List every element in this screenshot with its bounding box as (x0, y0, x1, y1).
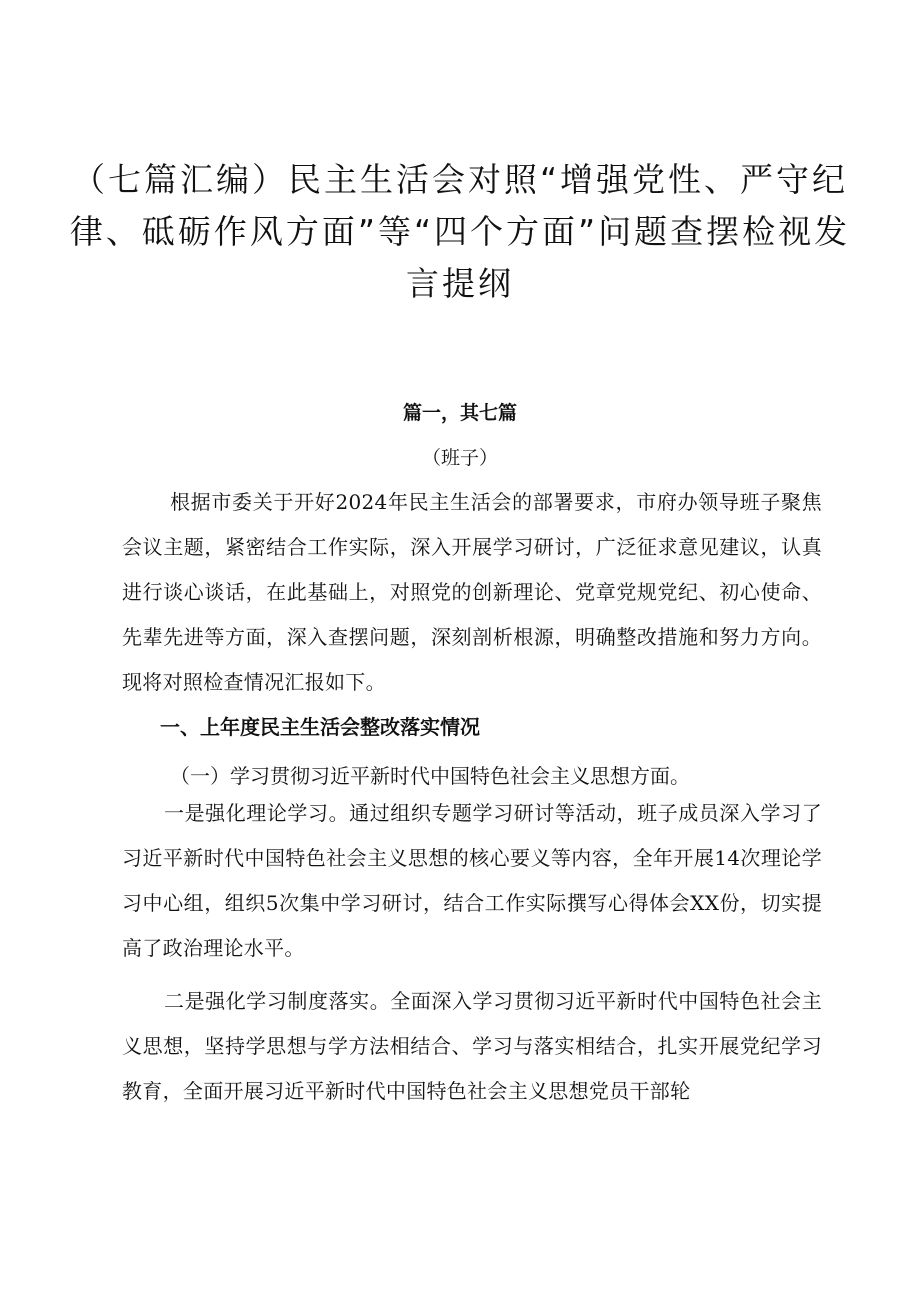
article-label: 篇一，其七篇 (402, 402, 517, 424)
paragraph-point-two: 二是强化学习制度落实。全面深入学习贯彻习近平新时代中国特色社会主义思想，坚持学思想与学方法相结合、学习与落实相结合，扎实开展党纪学习教育，全面开展习近平新时代中国特色社会主义思想党员干部轮 (122, 989, 822, 1103)
intro-paragraph: 根据市委关于开好2024年民主生活会的部署要求，市府办领导班子聚焦会议主题，紧密结合工作实际，深入开展学习研讨，广泛征求意见建议，认真进行谈心谈话，在此基础上，对照党的创新理论、党章党规党纪、初心使命、先辈先进等方面，深入查摆问题，深刻剖析根源，明确整改措施和努力方向。现将对照检查情况汇报如下。 (122, 490, 822, 694)
paragraph-point-one: 一是强化理论学习。通过组织专题学习研讨等活动，班子成员深入学习了习近平新时代中国特色社会主义思想的核心要义等内容，全年开展14次理论学习中心组，组织5次集中学习研讨，结合工作实际撰写心得体会XX份，切实提高了政治理论水平。 (122, 801, 822, 960)
article-subtitle: （班子） (421, 447, 498, 469)
section-subheading: （一）学习贯彻习近平新时代中国特色社会主义思想方面。 (170, 764, 690, 788)
section-heading: 一、上年度民主生活会整改落实情况 (160, 715, 480, 739)
document-title: （七篇汇编）民主生活会对照“增强党性、严守纪律、砥砺作风方面”等“四个方面”问题查摆检视发言提纲 (69, 160, 851, 303)
